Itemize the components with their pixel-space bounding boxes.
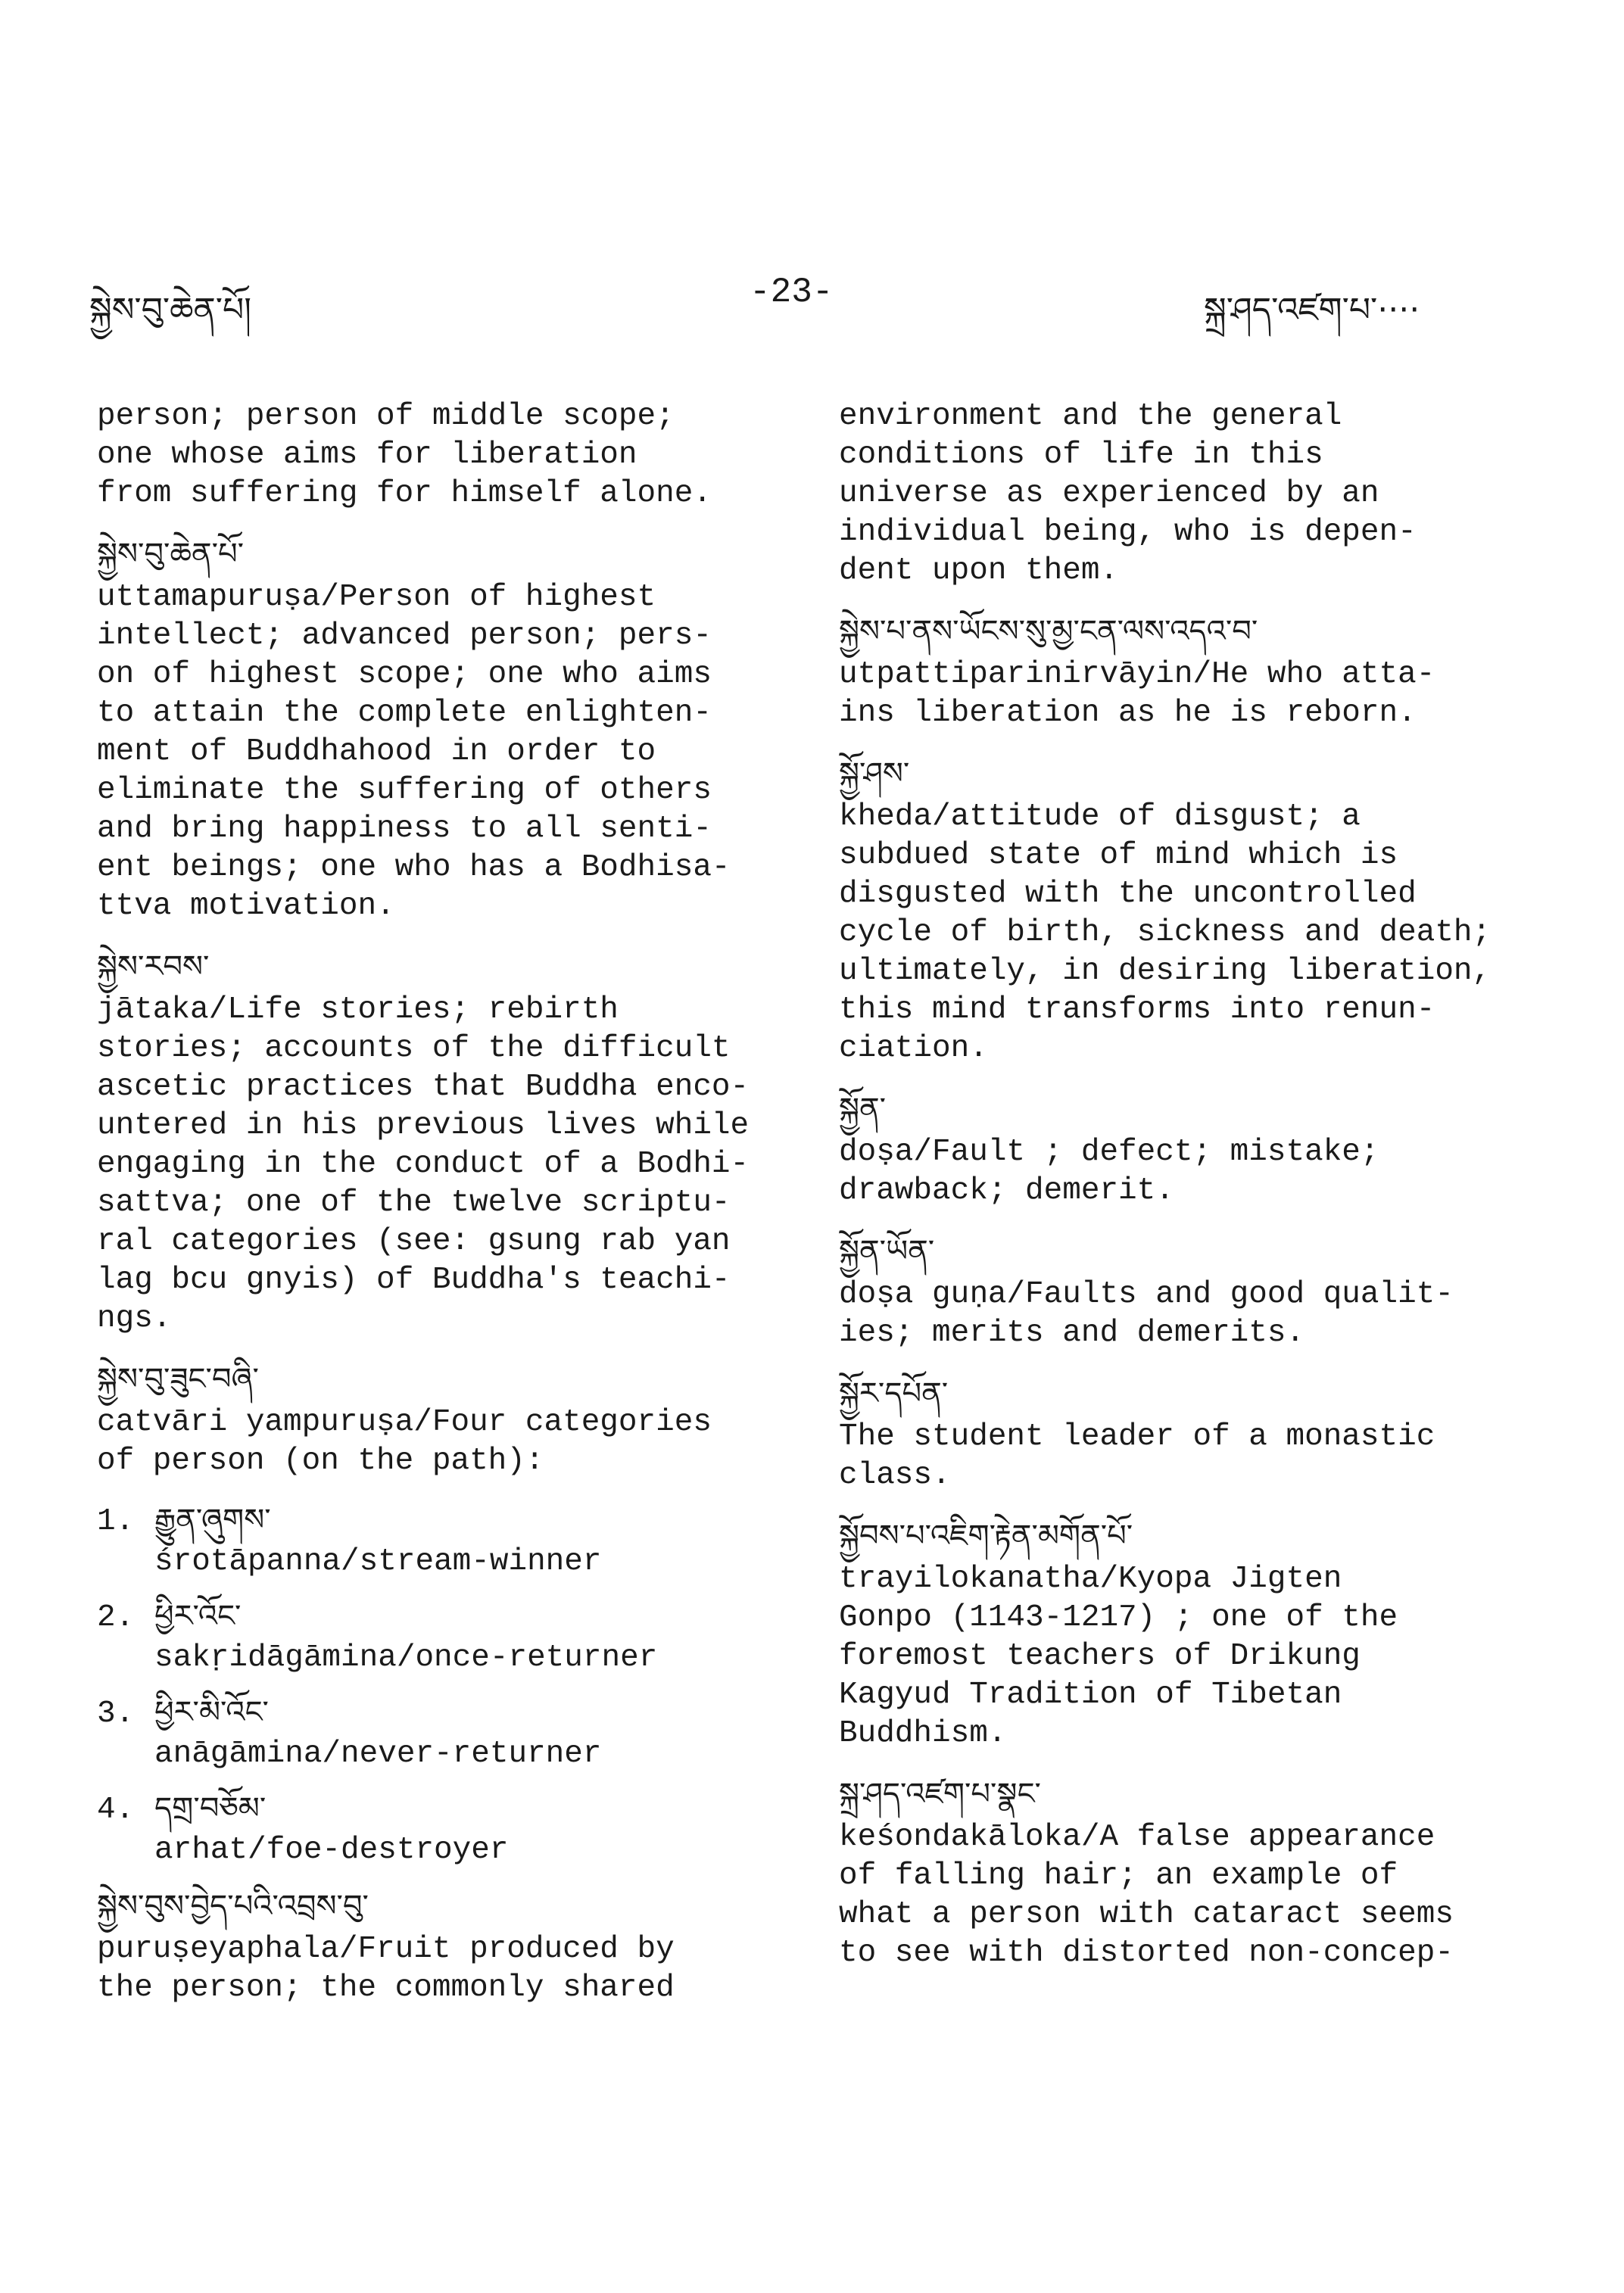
- dictionary-entry: [839, 1085, 1543, 1210]
- list-number: 4.: [97, 1793, 135, 1827]
- entry-headword: སྐྲ་ཤད་འཛག་པ་སྣང་: [839, 1777, 1041, 1812]
- entry-definition: jātaka/Life stories; rebirth stories; accounts of the difficult ascetic practices that Buddha enco- untered in his previous lives while engaging in the conduct of a Bodhi- sattva; one of the twelve scriptu- ral categories (see: gsung rab yan lag bcu gnyis) of Buddha's teachi- ngs.: [97, 992, 750, 1336]
- dictionary-entry: [839, 749, 1543, 1068]
- entry-definition: trayilokanatha/Kyopa Jigten Gonpo (1143-1217) ; one of the foremost teachers of Drikung Kagyud Tradition of Tibetan Buddhism.: [839, 1562, 1398, 1751]
- entry-headword: སྐྱོན་ཡོན་: [839, 1234, 935, 1269]
- entry-headword: སྐྱེས་བུ་ཆེན་པོ་: [97, 537, 245, 572]
- dictionary-entry: [839, 1369, 1543, 1495]
- numbered-list: [97, 1497, 793, 1870]
- right-column: [839, 397, 1543, 1989]
- entry-definition: catvāri yampuruṣa/Four categories of person (on the path):: [97, 1405, 712, 1478]
- entry-headword: སྐྱོ་ཤས་: [839, 756, 910, 791]
- entry-headword: སྐྱོར་དཔོན་: [839, 1376, 949, 1411]
- list-item: [97, 1497, 793, 1581]
- entry-headword: སྐྱེས་པ་ནས་ཡོངས་སུ་མྱ་ངན་ལས་འདའ་བ་: [839, 614, 1258, 649]
- entry-headword: སྐྱེས་བུ་ཟུང་བཞི་: [97, 1362, 259, 1397]
- list-headword: དགྲ་བཅོམ་: [154, 1791, 267, 1826]
- entry-definition: doṣa guṇa/Faults and good qualit- ies; merits and demerits.: [839, 1277, 1454, 1351]
- header-left-headword: སྐྱེས་བུ་ཆེན་པོ།: [89, 291, 251, 329]
- dictionary-entry: [839, 1227, 1543, 1353]
- page-number: -23-: [750, 273, 834, 312]
- entry-headword: སྐྱེས་བུས་བྱེད་པའི་འབྲས་བུ་: [97, 1889, 369, 1924]
- dictionary-entry: [839, 1512, 1543, 1753]
- list-item: [97, 1594, 793, 1678]
- list-item: [97, 1786, 793, 1870]
- list-headword: ཕྱིར་འོང་: [154, 1599, 242, 1634]
- list-number: 2.: [97, 1600, 135, 1635]
- list-headword: རྒྱུན་ཞུགས་: [154, 1503, 271, 1537]
- list-gloss: śrotāpanna/stream-winner: [154, 1544, 602, 1579]
- list-item: [97, 1690, 793, 1774]
- entry-definition: doṣa/Fault ; defect; mistake; drawback; demerit.: [839, 1135, 1379, 1208]
- entry-definition: uttamapuruṣa/Person of highest intellect; advanced person; pers- on of highest scope; one who aims to attain the complete enlighten- ment of Buddhahood in order to eliminate the suffering of others and bring happiness to all senti- ent beings; one who has a Bodhisa- ttva motivation.: [97, 580, 731, 924]
- list-number: 1.: [97, 1504, 135, 1539]
- dictionary-entry: [97, 1882, 793, 2008]
- entry-definition: utpattiparinirvāyin/He who atta- ins liberation as he is reborn.: [839, 657, 1435, 731]
- list-gloss: anāgāmina/never-returner: [154, 1737, 602, 1771]
- left-column: [97, 397, 793, 2024]
- dictionary-entry: [839, 607, 1543, 733]
- entry-continuation: [839, 397, 1543, 590]
- entry-definition: kheda/attitude of disgust; a subdued state of mind which is disgusted with the uncontrolled cycle of birth, sickness and death; ultimately, in desiring liberation, this mind transforms into renun- ciation.: [839, 799, 1492, 1066]
- dictionary-entry: [97, 942, 793, 1338]
- list-number: 3.: [97, 1696, 135, 1731]
- entry-definition: person; person of middle scope; one whose aims for liberation from suffering for himself alone.: [97, 399, 712, 511]
- list-headword: ཕྱིར་མི་འོང་: [154, 1695, 269, 1730]
- entry-definition: environment and the general conditions of life in this universe as experienced by an individual being, who is depen- dent upon them.: [839, 399, 1417, 588]
- entry-definition: The student leader of a monastic class.: [839, 1419, 1435, 1493]
- entry-definition: puruṣeyaphala/Fruit produced by the person; the commonly shared: [97, 1932, 675, 2005]
- header-right-headword: སྐྲ་ཤད་འཛག་པ་····: [1204, 291, 1420, 329]
- dictionary-entry: [839, 1770, 1543, 1973]
- list-gloss: arhat/foe-destroyer: [154, 1833, 509, 1868]
- entry-headword: སྐྱེས་རབས་: [97, 949, 210, 984]
- entry-continuation: [97, 397, 793, 513]
- entry-headword: སྐྱོན་: [839, 1092, 887, 1126]
- dictionary-entry: [97, 1355, 793, 1481]
- list-gloss: sakṛidāgāmina/once-returner: [154, 1640, 658, 1675]
- entry-headword: སྐྱོབས་པ་འཇིག་རྟེན་མགོན་པོ་: [839, 1519, 1133, 1553]
- dictionary-entry: [97, 530, 793, 926]
- entry-definition: keśondakāloka/A false appearance of falling hair; an example of what a person with cataract seems to see with distorted non-concep-: [839, 1820, 1454, 1971]
